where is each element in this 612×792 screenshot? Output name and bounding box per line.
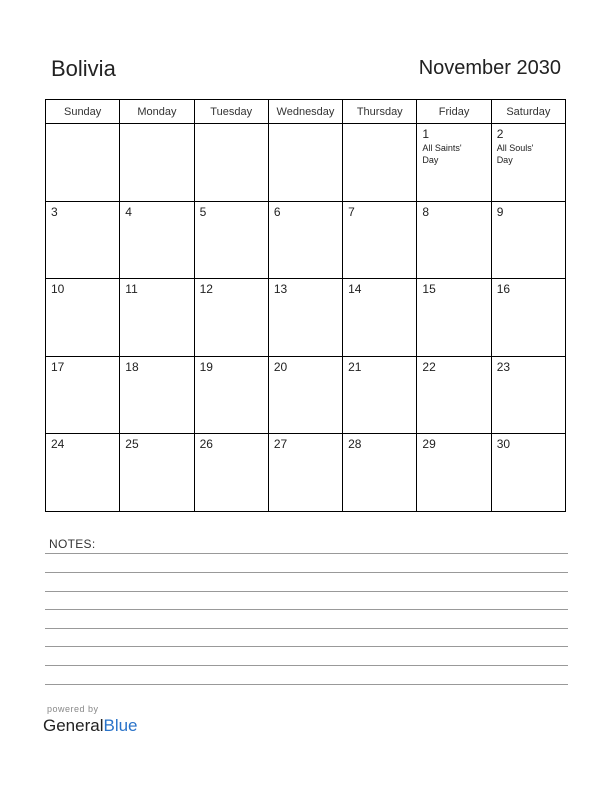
notes-label: NOTES: <box>49 537 96 551</box>
day-number: 18 <box>125 359 139 374</box>
day-number: 27 <box>273 437 288 452</box>
calendar-day-cell <box>417 356 491 434</box>
brand-blue: Blue <box>103 716 138 735</box>
note-line <box>45 628 568 629</box>
calendar-day-cell <box>194 124 268 202</box>
day-number: 21 <box>348 359 362 374</box>
calendar-day-cell <box>268 201 342 279</box>
country-title: Bolivia <box>51 56 116 81</box>
calendar-day-cell <box>194 279 268 357</box>
day-number: 20 <box>273 359 288 374</box>
generalblue-logo <box>43 716 138 736</box>
note-line <box>45 609 568 610</box>
calendar-day-cell <box>46 279 120 357</box>
calendar-grid <box>45 99 566 512</box>
calendar-day-cell <box>417 201 491 279</box>
day-number: 19 <box>199 359 213 374</box>
calendar-day-cell <box>491 434 565 512</box>
powered-by-text: powered by <box>47 704 99 714</box>
day-number: 4 <box>125 204 132 219</box>
day-number: 16 <box>496 282 511 297</box>
weekday-header: Friday <box>417 100 491 124</box>
weekday-header: Wednesday <box>268 100 342 124</box>
day-number: 13 <box>273 282 288 297</box>
day-number: 5 <box>199 204 207 219</box>
calendar-day-cell <box>417 124 491 202</box>
note-line <box>45 646 568 647</box>
calendar-day-cell <box>120 201 194 279</box>
note-line <box>45 684 568 685</box>
day-number: 11 <box>125 282 138 297</box>
calendar-day-cell <box>194 434 268 512</box>
calendar-day-cell <box>194 356 268 434</box>
calendar-week-row <box>46 434 566 512</box>
calendar-day-cell <box>46 356 120 434</box>
day-number: 26 <box>199 437 213 452</box>
calendar-day-cell <box>491 201 565 279</box>
calendar-day-cell <box>491 124 565 202</box>
day-number: 30 <box>496 437 511 452</box>
calendar-day-cell <box>417 434 491 512</box>
calendar-week-row <box>46 201 566 279</box>
day-number: 12 <box>199 282 213 297</box>
calendar-day-cell <box>343 434 417 512</box>
calendar-day-cell <box>268 279 342 357</box>
holiday-label: All Souls' Day <box>496 143 534 165</box>
note-line <box>45 553 568 554</box>
calendar-day-cell <box>343 201 417 279</box>
calendar-day-cell <box>343 124 417 202</box>
weekday-header: Thursday <box>343 100 417 124</box>
note-line <box>45 572 568 573</box>
calendar-day-cell <box>194 201 268 279</box>
day-number: 17 <box>51 359 65 374</box>
calendar-day-cell <box>343 356 417 434</box>
calendar-day-cell <box>268 356 342 434</box>
calendar-day-cell <box>491 356 565 434</box>
day-number: 8 <box>422 204 430 219</box>
holiday-label: All Saints' Day <box>422 143 462 165</box>
calendar-day-cell <box>268 124 342 202</box>
calendar-day-cell <box>120 279 194 357</box>
day-number: 28 <box>348 437 362 452</box>
weekday-header: Tuesday <box>194 100 268 124</box>
calendar-day-cell <box>120 124 194 202</box>
weekday-header-row <box>46 100 566 124</box>
brand-general: General <box>43 716 104 735</box>
month-year-title: November 2030 <box>418 57 561 79</box>
day-number: 24 <box>51 437 65 452</box>
day-number: 1 <box>422 127 430 141</box>
day-number: 22 <box>422 359 436 374</box>
calendar-week-row <box>46 356 566 434</box>
day-number: 7 <box>348 204 355 219</box>
calendar-day-cell <box>46 201 120 279</box>
day-number: 15 <box>422 282 436 297</box>
day-number: 25 <box>125 437 139 452</box>
note-line <box>45 665 568 666</box>
day-number: 29 <box>422 437 436 452</box>
day-number: 23 <box>496 359 511 374</box>
day-number: 2 <box>496 127 504 141</box>
calendar-day-cell <box>491 279 565 357</box>
calendar-week-row <box>46 279 566 357</box>
day-number: 14 <box>348 282 362 297</box>
weekday-header: Saturday <box>491 100 565 124</box>
calendar-day-cell <box>268 434 342 512</box>
day-number: 3 <box>51 204 58 219</box>
note-line <box>45 591 568 592</box>
calendar-day-cell <box>120 356 194 434</box>
calendar-day-cell <box>46 124 120 202</box>
day-number: 10 <box>51 282 65 297</box>
calendar-day-cell <box>120 434 194 512</box>
day-number: 6 <box>273 204 281 219</box>
calendar-day-cell <box>417 279 491 357</box>
day-number: 9 <box>496 204 504 219</box>
calendar-day-cell <box>343 279 417 357</box>
calendar-day-cell <box>46 434 120 512</box>
weekday-header: Monday <box>120 100 194 124</box>
weekday-header: Sunday <box>46 100 120 124</box>
calendar-week-row <box>46 124 566 202</box>
